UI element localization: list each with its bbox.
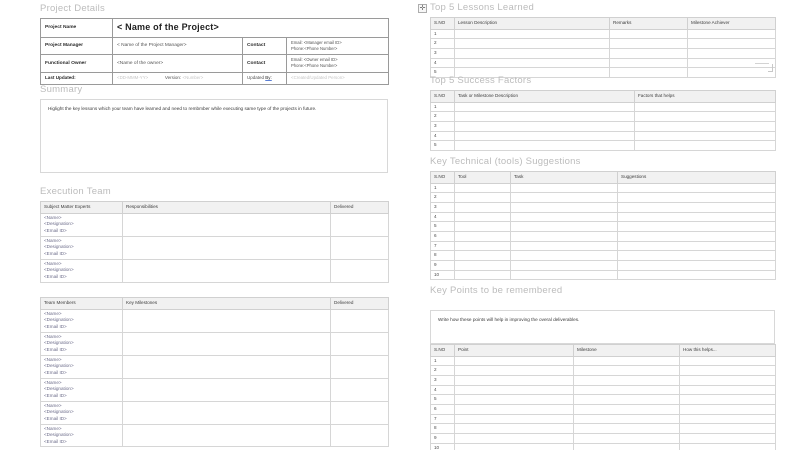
milestone-cell[interactable] — [574, 443, 680, 450]
member-person-cell[interactable] — [41, 424, 123, 447]
milestone-cell[interactable] — [574, 404, 680, 414]
functional-owner-contact-label: Contact — [243, 55, 287, 73]
lesson-achiever-cell[interactable] — [688, 29, 776, 39]
column-header-responsibilities: Responsibilities — [123, 202, 331, 214]
factor-helps-cell[interactable] — [635, 141, 776, 151]
table-row[interactable] — [431, 141, 776, 151]
factor-description-cell[interactable] — [455, 102, 635, 112]
row-sno: 5 — [431, 68, 455, 78]
technical-suggestions-table[interactable] — [430, 171, 776, 280]
project-details-section — [40, 3, 389, 85]
project-manager-contact-label: Contact — [243, 37, 287, 55]
column-header-milestone: Milestone — [574, 345, 680, 357]
factor-helps-cell[interactable] — [635, 112, 776, 122]
table-row[interactable] — [431, 29, 776, 39]
column-header-factors: Factors that helps — [635, 91, 776, 103]
technical-suggestions-section — [430, 156, 775, 280]
summary-textbox[interactable] — [40, 99, 388, 173]
version-value: <Number> — [182, 74, 204, 80]
updated-by-cell[interactable] — [243, 72, 287, 84]
key-points-note-box[interactable] — [430, 310, 775, 344]
point-cell[interactable] — [455, 385, 574, 395]
tool-cell[interactable] — [455, 231, 511, 241]
column-header-sme: Subject Matter Experts — [41, 202, 123, 214]
row-sno: 4 — [431, 385, 455, 395]
sme-email: <Email ID> — [44, 250, 67, 256]
task-cell[interactable] — [511, 251, 618, 261]
sme-person-cell[interactable] — [41, 259, 123, 282]
row-sno: 9 — [431, 433, 455, 443]
point-cell[interactable] — [455, 414, 574, 424]
last-updated-label: Last Updated: — [41, 72, 113, 84]
point-cell[interactable] — [455, 404, 574, 414]
member-email: <Email ID> — [44, 392, 67, 398]
row-sno: 8 — [431, 424, 455, 434]
technical-suggestions-heading: Key Technical (tools) Suggestions — [430, 156, 581, 167]
row-sno: 8 — [431, 251, 455, 261]
row-sno: 9 — [431, 260, 455, 270]
task-cell[interactable] — [511, 270, 618, 280]
table-row[interactable] — [41, 378, 389, 401]
helps-cell[interactable] — [680, 395, 776, 405]
point-cell[interactable] — [455, 375, 574, 385]
summary-heading: Summary — [40, 84, 83, 95]
column-header-sno: S.NO — [431, 18, 455, 30]
table-resize-handle-icon[interactable] — [768, 64, 773, 72]
suggestion-cell[interactable] — [618, 193, 776, 203]
table-row[interactable] — [431, 58, 776, 68]
member-milestones-cell[interactable] — [123, 378, 331, 401]
project-name-value[interactable]: < Name of the Project> — [113, 19, 389, 38]
member-milestones-cell[interactable] — [123, 309, 331, 332]
project-manager-label: Project Manager — [41, 37, 113, 55]
table-row[interactable] — [431, 193, 776, 203]
project-manager-phone: Phone:<Phone Number> — [291, 45, 338, 51]
sme-person-cell[interactable] — [41, 213, 123, 236]
tool-cell[interactable] — [455, 270, 511, 280]
sme-designation: <Designation> — [44, 267, 74, 273]
row-sno: 10 — [431, 443, 455, 450]
lesson-achiever-cell[interactable] — [688, 39, 776, 49]
row-sno: 5 — [431, 222, 455, 232]
column-header-task-description: Task or Milestone Description — [455, 91, 635, 103]
table-row[interactable] — [431, 222, 776, 232]
row-sno: 4 — [431, 212, 455, 222]
member-person-cell[interactable] — [41, 309, 123, 332]
member-email: <Email ID> — [44, 438, 67, 444]
key-points-note-text: Write how these points will help in improving the overal deliverables. — [438, 317, 580, 322]
suggestion-cell[interactable] — [618, 212, 776, 222]
column-header-delivered: Delivered — [331, 298, 389, 310]
table-row[interactable] — [41, 37, 389, 55]
column-header-sno: S.NO — [431, 345, 455, 357]
row-sno: 7 — [431, 414, 455, 424]
sme-name: <Name> — [44, 214, 62, 220]
task-cell[interactable] — [511, 231, 618, 241]
key-points-section — [430, 285, 775, 450]
table-row[interactable] — [431, 366, 776, 376]
execution-team-heading: Execution Team — [40, 186, 111, 197]
lessons-learned-table[interactable] — [430, 17, 776, 78]
member-delivered-cell[interactable] — [331, 401, 389, 424]
factor-description-cell[interactable] — [455, 112, 635, 122]
table-row[interactable] — [431, 404, 776, 414]
lesson-description-cell[interactable] — [455, 58, 610, 68]
column-header-milestone-achiever: Milestone Achiever — [688, 18, 776, 30]
table-row[interactable] — [431, 102, 776, 112]
task-cell[interactable] — [511, 241, 618, 251]
key-points-table[interactable] — [430, 344, 776, 450]
member-name: <Name> — [44, 425, 62, 431]
row-sno: 1 — [431, 29, 455, 39]
member-designation: <Designation> — [44, 340, 74, 346]
member-email: <Email ID> — [44, 369, 67, 375]
lesson-remarks-cell[interactable] — [610, 48, 688, 58]
milestone-cell[interactable] — [574, 385, 680, 395]
table-row[interactable] — [431, 356, 776, 366]
column-header-suggestions: Suggestions — [618, 172, 776, 184]
point-cell[interactable] — [455, 433, 574, 443]
summary-text: Higlight the key lessons which your team have learned and need to rembmber while executing same type of the projects in future. — [48, 106, 317, 111]
table-row[interactable] — [431, 231, 776, 241]
factor-helps-cell[interactable] — [635, 121, 776, 131]
table-header-row — [431, 345, 776, 357]
table-header-row — [41, 298, 389, 310]
member-milestones-cell[interactable] — [123, 355, 331, 378]
factor-description-cell[interactable] — [455, 141, 635, 151]
member-person-cell[interactable] — [41, 355, 123, 378]
member-name: <Name> — [44, 379, 62, 385]
last-updated-version-cell[interactable] — [113, 72, 243, 84]
member-name: <Name> — [44, 402, 62, 408]
project-manager-email: Email: <Manager email ID> — [291, 39, 342, 45]
column-header-tool: Tool — [455, 172, 511, 184]
factor-description-cell[interactable] — [455, 121, 635, 131]
suggestion-cell[interactable] — [618, 241, 776, 251]
functional-owner-value[interactable]: <Name of the owner> — [113, 55, 243, 73]
factor-helps-cell[interactable] — [635, 131, 776, 141]
member-milestones-cell[interactable] — [123, 424, 331, 447]
member-email: <Email ID> — [44, 415, 67, 421]
functional-owner-phone: Phone:<Phone Number> — [291, 63, 338, 69]
suggestion-cell[interactable] — [618, 231, 776, 241]
milestone-cell[interactable] — [574, 356, 680, 366]
helps-cell[interactable] — [680, 414, 776, 424]
member-designation: <Designation> — [44, 386, 74, 392]
table-row[interactable] — [41, 401, 389, 424]
milestone-cell[interactable] — [574, 366, 680, 376]
table-row[interactable] — [431, 202, 776, 212]
key-points-heading: Key Points to be remembered — [430, 285, 563, 296]
suggestion-cell[interactable] — [618, 202, 776, 212]
sme-name: <Name> — [44, 260, 62, 266]
column-header-lesson-description: Lesson Description — [455, 18, 610, 30]
team-members-table[interactable] — [40, 297, 389, 447]
member-name: <Name> — [44, 333, 62, 339]
member-name: <Name> — [44, 356, 62, 362]
helps-cell[interactable] — [680, 433, 776, 443]
tool-cell[interactable] — [455, 260, 511, 270]
sme-delivered-cell[interactable] — [331, 213, 389, 236]
column-header-delivered: Delivered — [331, 202, 389, 214]
column-header-point: Point — [455, 345, 574, 357]
table-row[interactable] — [431, 443, 776, 450]
row-sno: 6 — [431, 404, 455, 414]
row-sno: 4 — [431, 131, 455, 141]
project-details-table[interactable] — [40, 18, 389, 85]
table-row[interactable] — [41, 355, 389, 378]
helps-cell[interactable] — [680, 366, 776, 376]
point-cell[interactable] — [455, 356, 574, 366]
row-sno: 7 — [431, 241, 455, 251]
updated-by-value: <Created/Updated Person> — [287, 72, 389, 84]
tool-cell[interactable] — [455, 251, 511, 261]
member-person-cell[interactable] — [41, 332, 123, 355]
row-sno: 3 — [431, 375, 455, 385]
sme-responsibilities-cell[interactable] — [123, 236, 331, 259]
sme-person-cell[interactable] — [41, 236, 123, 259]
suggestion-cell[interactable] — [618, 183, 776, 193]
lesson-description-cell[interactable] — [455, 29, 610, 39]
table-row[interactable] — [41, 55, 389, 73]
row-sno: 3 — [431, 202, 455, 212]
column-header-sno: S.NO — [431, 91, 455, 103]
lesson-achiever-cell[interactable] — [688, 48, 776, 58]
table-row[interactable] — [431, 260, 776, 270]
task-cell[interactable] — [511, 260, 618, 270]
table-row[interactable] — [41, 259, 389, 282]
sme-delivered-cell[interactable] — [331, 236, 389, 259]
table-row[interactable] — [431, 183, 776, 193]
row-sno: 1 — [431, 356, 455, 366]
functional-owner-label: Functional Owner — [41, 55, 113, 73]
success-factors-section — [430, 75, 775, 151]
task-cell[interactable] — [511, 222, 618, 232]
sme-designation: <Designation> — [44, 221, 74, 227]
lessons-learned-heading: Top 5 Lessons Learned — [430, 2, 535, 13]
suggestion-cell[interactable] — [618, 260, 776, 270]
row-sno: 10 — [431, 270, 455, 280]
tool-cell[interactable] — [455, 212, 511, 222]
table-edge-marker — [755, 63, 769, 64]
sme-email: <Email ID> — [44, 227, 67, 233]
last-updated-value: <DD-MMM-YY> — [117, 74, 149, 80]
member-designation: <Designation> — [44, 409, 74, 415]
helps-cell[interactable] — [680, 424, 776, 434]
sme-responsibilities-cell[interactable] — [123, 213, 331, 236]
member-delivered-cell[interactable] — [331, 355, 389, 378]
row-sno: 6 — [431, 231, 455, 241]
member-delivered-cell[interactable] — [331, 332, 389, 355]
column-header-how-this-helps: How this helps... — [680, 345, 776, 357]
member-delivered-cell[interactable] — [331, 378, 389, 401]
lesson-description-cell[interactable] — [455, 39, 610, 49]
helps-cell[interactable] — [680, 443, 776, 450]
row-sno: 2 — [431, 39, 455, 49]
lesson-remarks-cell[interactable] — [610, 29, 688, 39]
row-sno: 1 — [431, 102, 455, 112]
table-header-row — [41, 202, 389, 214]
project-manager-contact-value[interactable] — [287, 37, 389, 55]
table-row[interactable] — [41, 72, 389, 84]
task-cell[interactable] — [511, 212, 618, 222]
table-row[interactable] — [41, 332, 389, 355]
milestone-cell[interactable] — [574, 424, 680, 434]
task-cell[interactable] — [511, 202, 618, 212]
success-factors-table[interactable] — [430, 90, 776, 151]
table-row[interactable] — [431, 241, 776, 251]
table-row[interactable] — [431, 251, 776, 261]
factor-description-cell[interactable] — [455, 131, 635, 141]
lesson-remarks-cell[interactable] — [610, 58, 688, 68]
table-row[interactable] — [41, 236, 389, 259]
member-designation: <Designation> — [44, 317, 74, 323]
table-row[interactable] — [431, 433, 776, 443]
table-row[interactable] — [431, 131, 776, 141]
table-row[interactable] — [431, 270, 776, 280]
lessons-learned-section — [430, 2, 775, 78]
table-row[interactable] — [431, 39, 776, 49]
member-delivered-cell[interactable] — [331, 309, 389, 332]
table-header-row — [431, 18, 776, 30]
lesson-remarks-cell[interactable] — [610, 39, 688, 49]
milestone-cell[interactable] — [574, 375, 680, 385]
table-row[interactable] — [431, 212, 776, 222]
table-row[interactable] — [431, 395, 776, 405]
success-factors-heading: Top 5 Success Factors — [430, 75, 532, 86]
member-delivered-cell[interactable] — [331, 424, 389, 447]
helps-cell[interactable] — [680, 375, 776, 385]
member-designation: <Designation> — [44, 432, 74, 438]
point-cell[interactable] — [455, 424, 574, 434]
column-header-sno: S.NO — [431, 172, 455, 184]
milestone-cell[interactable] — [574, 433, 680, 443]
member-email: <Email ID> — [44, 346, 67, 352]
member-milestones-cell[interactable] — [123, 401, 331, 424]
row-sno: 3 — [431, 48, 455, 58]
task-cell[interactable] — [511, 183, 618, 193]
table-row[interactable] — [431, 414, 776, 424]
row-sno: 2 — [431, 366, 455, 376]
point-cell[interactable] — [455, 395, 574, 405]
project-manager-value[interactable]: < Name of the Project Manager> — [113, 37, 243, 55]
table-row[interactable] — [41, 213, 389, 236]
row-sno: 5 — [431, 395, 455, 405]
updated-by-label: Updated — [247, 74, 266, 80]
sme-designation: <Designation> — [44, 244, 74, 250]
point-cell[interactable] — [455, 366, 574, 376]
tool-cell[interactable] — [455, 193, 511, 203]
helps-cell[interactable] — [680, 356, 776, 366]
suggestion-cell[interactable] — [618, 270, 776, 280]
subject-matter-experts-table[interactable] — [40, 201, 389, 283]
member-email: <Email ID> — [44, 323, 67, 329]
member-name: <Name> — [44, 310, 62, 316]
suggestion-cell[interactable] — [618, 251, 776, 261]
project-details-heading: Project Details — [40, 3, 105, 14]
table-row[interactable] — [431, 375, 776, 385]
suggestion-cell[interactable] — [618, 222, 776, 232]
tool-cell[interactable] — [455, 183, 511, 193]
table-row[interactable] — [41, 424, 389, 447]
row-sno: 1 — [431, 183, 455, 193]
summary-section — [40, 84, 388, 173]
row-sno: 4 — [431, 58, 455, 68]
table-row[interactable] — [41, 309, 389, 332]
task-cell[interactable] — [511, 193, 618, 203]
member-designation: <Designation> — [44, 363, 74, 369]
sme-name: <Name> — [44, 237, 62, 243]
sme-responsibilities-cell[interactable] — [123, 259, 331, 282]
functional-owner-contact-value[interactable] — [287, 55, 389, 73]
table-header-row — [431, 172, 776, 184]
tool-cell[interactable] — [455, 222, 511, 232]
column-header-remarks: Remarks — [610, 18, 688, 30]
point-cell[interactable] — [455, 443, 574, 450]
team-members-section — [40, 297, 388, 447]
milestone-cell[interactable] — [574, 395, 680, 405]
row-sno: 5 — [431, 141, 455, 151]
tool-cell[interactable] — [455, 202, 511, 212]
table-row[interactable] — [431, 48, 776, 58]
table-header-row — [431, 91, 776, 103]
milestone-cell[interactable] — [574, 414, 680, 424]
table-row[interactable] — [431, 385, 776, 395]
factor-helps-cell[interactable] — [635, 102, 776, 112]
table-row[interactable] — [41, 19, 389, 38]
lesson-description-cell[interactable] — [455, 48, 610, 58]
member-person-cell[interactable] — [41, 401, 123, 424]
table-move-handle-icon[interactable]: ✛ — [419, 5, 426, 12]
helps-cell[interactable] — [680, 385, 776, 395]
row-sno: 2 — [431, 193, 455, 203]
member-milestones-cell[interactable] — [123, 332, 331, 355]
version-label: Version: — [164, 74, 182, 80]
column-header-key-milestones: Key Milestones — [123, 298, 331, 310]
table-row[interactable] — [431, 112, 776, 122]
row-sno: 2 — [431, 112, 455, 122]
row-sno: 3 — [431, 121, 455, 131]
functional-owner-email: Email: <Owner email ID> — [291, 57, 338, 63]
member-person-cell[interactable] — [41, 378, 123, 401]
tool-cell[interactable] — [455, 241, 511, 251]
sme-email: <Email ID> — [44, 273, 67, 279]
column-header-team-members: Team Members — [41, 298, 123, 310]
table-row[interactable] — [431, 424, 776, 434]
execution-team-section — [40, 186, 388, 283]
project-name-label: Project Name — [41, 19, 113, 38]
updated-by-label-underlined: By: — [265, 74, 272, 80]
column-header-task: Task — [511, 172, 618, 184]
table-row[interactable] — [431, 121, 776, 131]
helps-cell[interactable] — [680, 404, 776, 414]
sme-delivered-cell[interactable] — [331, 259, 389, 282]
